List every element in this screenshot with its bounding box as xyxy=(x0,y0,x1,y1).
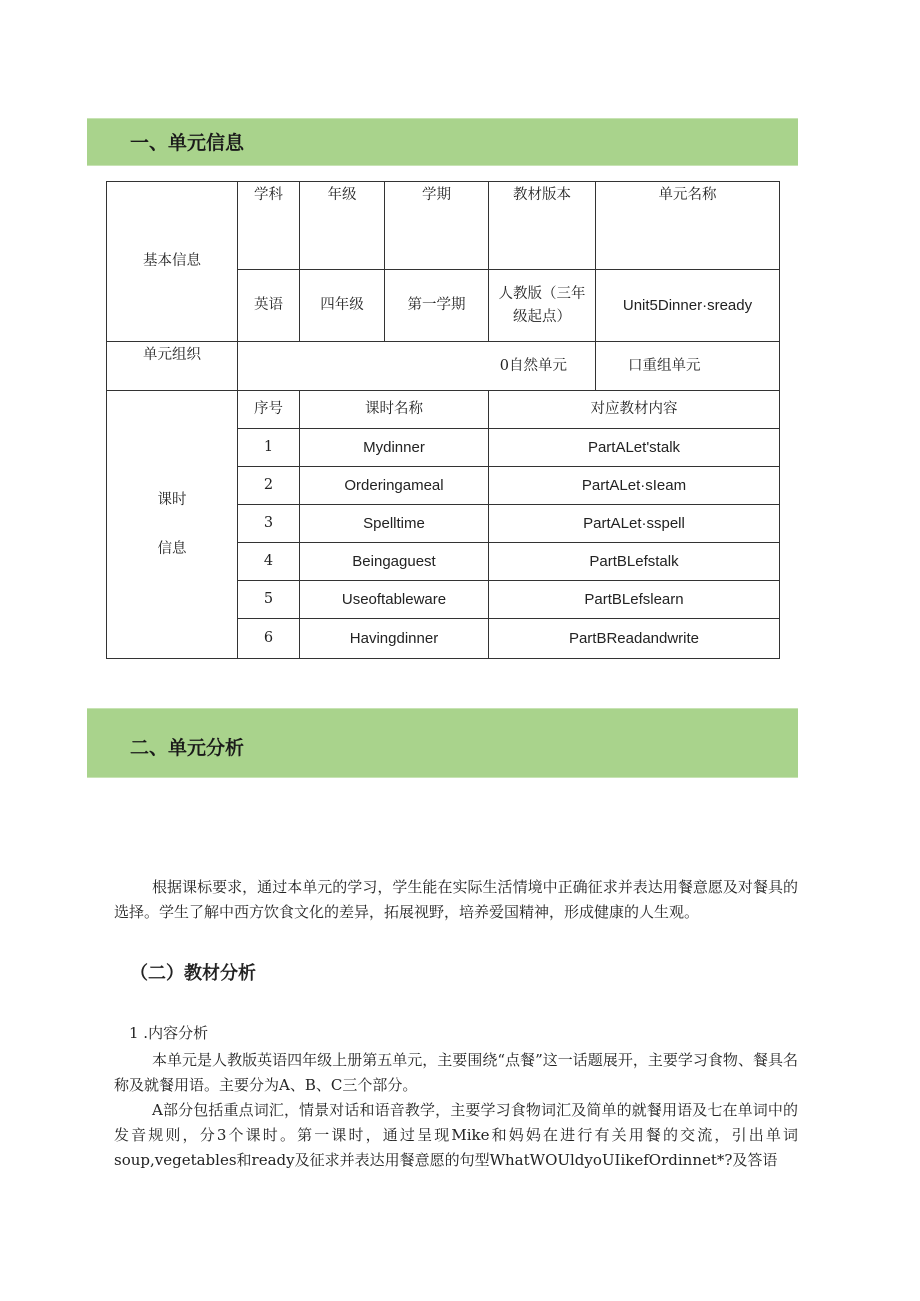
unit-info-table xyxy=(106,181,780,659)
org-natural-unit: 0自然单元 xyxy=(238,342,596,391)
header-subject: 学科 xyxy=(238,182,300,270)
section-header-unit-info xyxy=(87,118,798,166)
lesson-content: PartBLefslearn xyxy=(489,581,780,619)
unit-org-label: 单元组织 xyxy=(107,342,238,391)
value-grade: 四年级 xyxy=(300,270,385,342)
part-a-paragraph: A部分包括重点词汇，情景对话和语音教学，主要学习食物词汇及简单的就餐用语及七在单词中的发音规则，分3个课时。第一课时，通过呈现Mike和妈妈在进行有关用餐的交流，引出单词soup,vegetables和ready及征求并表达用餐意愿的句型WhatWOUldyoUIikefOrdinnet*?及答语 xyxy=(114,1101,798,1169)
header-unit-name: 单元名称 xyxy=(596,182,780,270)
lesson-content: PartALet'stalk xyxy=(489,429,780,467)
lesson-label-line2: 信息 xyxy=(157,540,187,557)
basic-info-label: 基本信息 xyxy=(107,182,238,342)
content-analysis-heading: 1 .内容分析 xyxy=(129,1024,209,1042)
lesson-content: PartALet·sIeam xyxy=(489,467,780,505)
content-paragraph: 本单元是人教版英语四年级上册第五单元，主要围绕“点餐”这一话题展开，主要学习食物、餐具名称及就餐用语。主要分为A、B、C三个部分。 xyxy=(114,1051,798,1094)
lesson-no: 5 xyxy=(238,581,300,619)
subsection-title: （二）教材分析 xyxy=(130,963,256,984)
value-semester: 第一学期 xyxy=(385,270,489,342)
lesson-no: 2 xyxy=(238,467,300,505)
section-header-unit-analysis xyxy=(87,708,798,778)
value-edition: 人教版（三年级起点） xyxy=(489,270,596,342)
lesson-no: 6 xyxy=(238,619,300,659)
value-unit-name: Unit5Dinner·sready xyxy=(596,270,780,342)
lesson-name: Havingdinner xyxy=(300,619,489,659)
lesson-content: PartBReadandwrite xyxy=(489,619,780,659)
lesson-header-name: 课时名称 xyxy=(300,391,489,429)
lesson-no: 3 xyxy=(238,505,300,543)
lesson-content: PartBLefstalk xyxy=(489,543,780,581)
lesson-name: Mydinner xyxy=(300,429,489,467)
lesson-content: PartALet·sspell xyxy=(489,505,780,543)
header-edition: 教材版本 xyxy=(489,182,596,270)
curriculum-paragraph: 根据课标要求，通过本单元的学习，学生能在实际生活情境中正确征求并表达用餐意愿及对餐具的选择。学生了解中西方饮食文化的差异，拓展视野，培养爱国精神，形成健康的人生观。 xyxy=(114,878,798,921)
lesson-info-label xyxy=(107,391,238,659)
section-title: 二、单元分析 xyxy=(130,737,245,759)
value-subject: 英语 xyxy=(238,270,300,342)
lesson-header-no: 序号 xyxy=(238,391,300,429)
header-semester: 学期 xyxy=(385,182,489,270)
lesson-header-content: 对应教材内容 xyxy=(489,391,780,429)
lesson-name: Beingaguest xyxy=(300,543,489,581)
org-regroup-unit: 口重组单元 xyxy=(596,342,780,391)
lesson-label-line1: 课时 xyxy=(157,492,187,509)
lesson-name: Useoftableware xyxy=(300,581,489,619)
lesson-name: Orderingameal xyxy=(300,467,489,505)
lesson-name: Spelltime xyxy=(300,505,489,543)
header-grade: 年级 xyxy=(300,182,385,270)
section-title: 一、单元信息 xyxy=(130,132,245,154)
lesson-no: 4 xyxy=(238,543,300,581)
lesson-no: 1 xyxy=(238,429,300,467)
